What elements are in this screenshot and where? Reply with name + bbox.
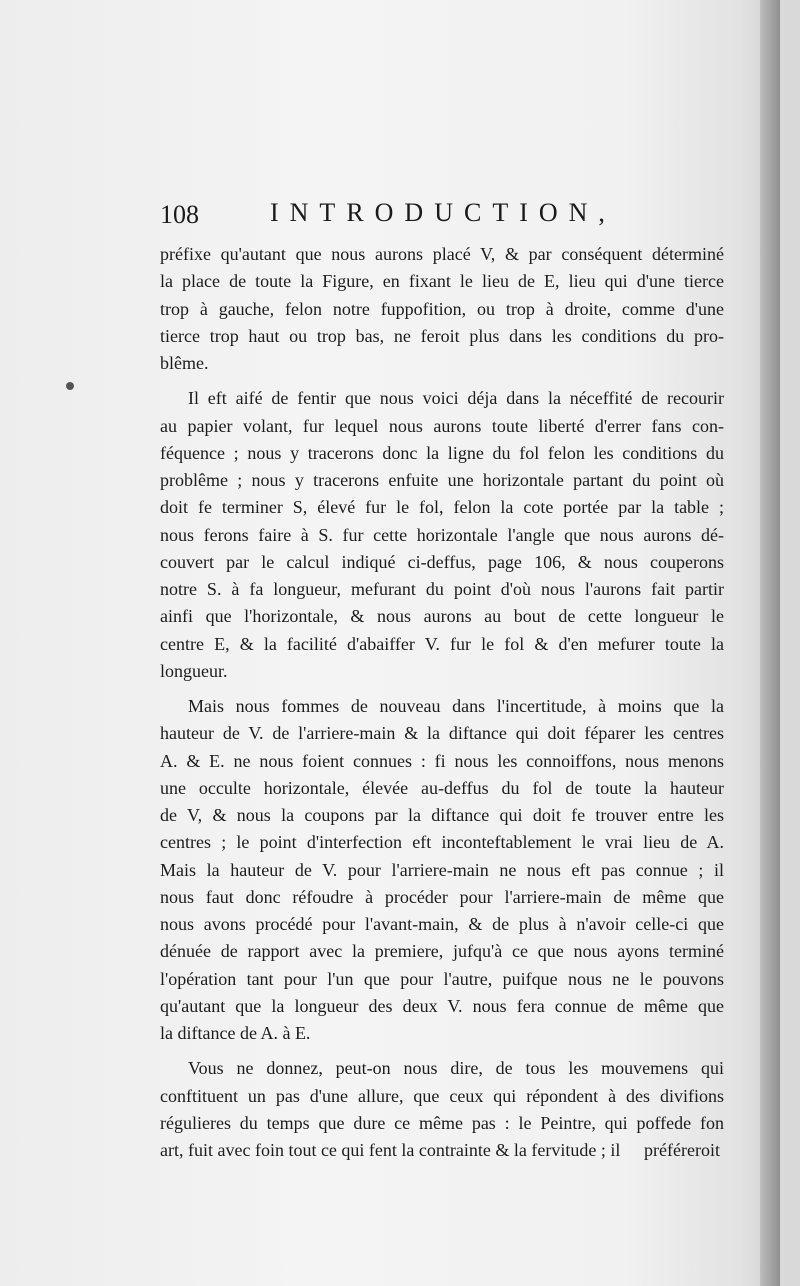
paragraph-gap: [160, 685, 724, 693]
text-line: régulieres du temps que dure ce même pas : le Peintre, qui poffede fon: [160, 1112, 724, 1133]
text-line: nous avons procédé pour l'avant-main, & de plus à n'avoir celle-ci que: [160, 914, 724, 934]
ink-smudge: [66, 382, 74, 390]
text-line: Il eft aifé de fentir que nous voici déja dans la néceffité de recourir: [188, 388, 724, 409]
text-line: préfixe qu'autant que nous aurons placé V, & par conséquent déterminé: [160, 244, 724, 264]
text-line: la place de toute la Figure, en fixant le lieu de E, lieu qui d'une tierce: [160, 271, 724, 292]
text-line: longueur.: [160, 660, 228, 681]
text-line: blême.: [160, 353, 209, 373]
page-header: [160, 198, 720, 238]
text-line: hauteur de V. de l'arriere-main & la diftance qui doit féparer les centres: [160, 723, 724, 744]
text-line: ainfi que l'horizontale, & nous aurons au bout de cette longueur le: [160, 606, 724, 627]
text-line: Mais nous fommes de nouveau dans l'incertitude, à moins que la: [188, 696, 724, 716]
text-line: couvert par le calcul indiqué ci-deffus, page 106, & nous couperons: [160, 551, 724, 572]
text-line: qu'autant que la longueur des deux V. nous fera connue de même que: [160, 995, 724, 1016]
text-line: centre E, & la facilité d'abaiffer V. fur le fol & d'en mefurer toute la: [160, 633, 724, 654]
text-line: centres ; le point d'interfection eft inconteftablement le vrai lieu de A.: [160, 832, 724, 853]
text-line: l'opération tant pour l'un que pour l'autre, puifque nous ne le pouvons: [160, 968, 724, 989]
text-line: doit fe terminer S, élevé fur le fol, felon la cote portée par la table ;: [160, 497, 724, 518]
text-line: Mais la hauteur de V. pour l'arriere-main ne nous eft pas connue ; il: [160, 859, 724, 880]
text-line: A. & E. ne nous foient connues : fi nous les connoiffons, nous menons: [160, 750, 724, 771]
text-line: nous ferons faire à S. fur cette horizontale l'angle que nous aurons dé-: [160, 524, 724, 545]
text-line: conftituent un pas d'une allure, que ceux qui répondent à des divifions: [160, 1085, 724, 1106]
text-line: notre S. à fa longueur, mefurant du point d'où nous l'aurons fait partir: [160, 579, 724, 599]
page-number: 108: [160, 200, 199, 229]
body-text: [160, 241, 724, 1164]
text-line: de V, & nous la coupons par la diftance qui doit fe trouver entre les: [160, 805, 724, 825]
text-line: tierce trop haut ou trop bas, ne feroit plus dans les conditions du pro-: [160, 325, 724, 346]
text-line: trop à gauche, felon notre fuppofition, ou trop à droite, comme d'une: [160, 298, 724, 319]
paragraph-gap: [160, 1047, 724, 1055]
text-line: nous faut donc réfoudre à procéder pour l'arriere-main de même que: [160, 886, 724, 907]
text-line: Vous ne donnez, peut-on nous dire, de tous les mouvemens qui: [188, 1058, 724, 1079]
text-line: féquence ; nous y tracerons donc la ligne du fol felon les conditions du: [160, 442, 724, 463]
text-line: la diftance de A. à E.: [160, 1023, 311, 1043]
page-edge-shadow: [760, 0, 780, 1286]
text-line: une occulte horizontale, élevée au-deffus du fol de toute la hauteur: [160, 777, 724, 798]
paragraph-gap: [160, 377, 724, 385]
running-head: INTRODUCTION,: [270, 198, 616, 227]
text-line: problême ; nous y tracerons enfuite une horizontale partant du point où: [160, 470, 724, 490]
catchword: préféreroit: [644, 1140, 720, 1160]
text-line: dénuée de rapport avec la premiere, jufqu'à ce que nous ayons terminé: [160, 941, 724, 962]
text-line: au papier volant, fur lequel nous aurons toute liberté d'errer fans con-: [160, 415, 724, 436]
text-line: art, fuit avec foin tout ce qui fent la contrainte & la fervitude ; il: [160, 1140, 621, 1160]
